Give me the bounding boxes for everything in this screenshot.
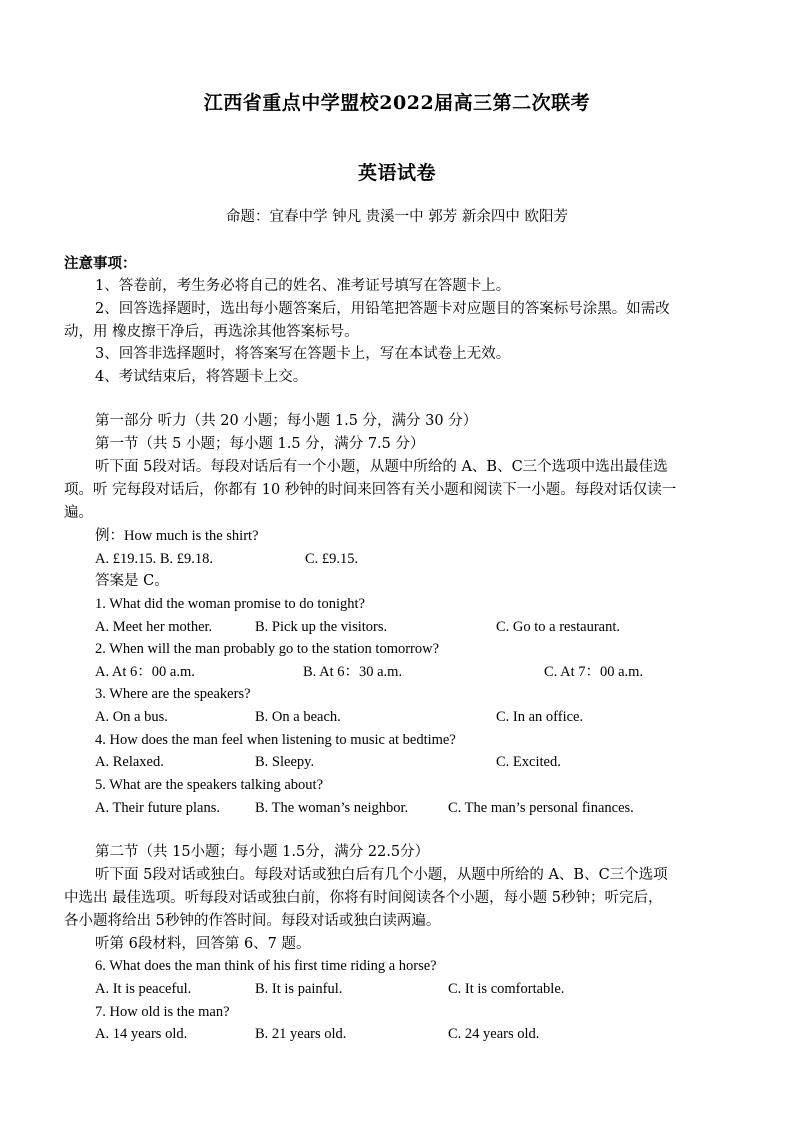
section2-instruction: 各小题将给出 5秒钟的作答时间。每段对话或独白读两遍。 bbox=[64, 913, 441, 929]
q6-option-c: C. It is comfortable. bbox=[448, 981, 565, 997]
notice-item: 动，用 橡皮擦干净后，再选涂其他答案标号。 bbox=[64, 324, 359, 340]
q1-option-b: B. Pick up the visitors. bbox=[255, 619, 388, 635]
section1-instruction: 遍。 bbox=[64, 505, 93, 521]
section2-instruction: 中选出 最佳选项。听每段对话或独白前，你将有时间阅读各个小题，每小题 5秒钟；听完后， bbox=[64, 890, 663, 906]
question-3: 3. Where are the speakers? bbox=[95, 686, 251, 702]
q7-option-b: B. 21 years old. bbox=[255, 1026, 347, 1042]
q5-option-a: A. Their future plans. bbox=[95, 800, 220, 816]
question-7: 7. How old is the man? bbox=[95, 1004, 230, 1020]
q4-option-b: B. Sleepy. bbox=[255, 754, 315, 770]
section2-header: 第二节（共 15小题；每小题 1.5分，满分 22.5分） bbox=[95, 844, 430, 860]
example-answer: 答案是 C。 bbox=[95, 573, 169, 589]
question-2: 2. When will the man probably go to the station tomorrow? bbox=[95, 641, 440, 657]
example-option-c: C. £9.15. bbox=[305, 551, 359, 567]
q5-option-c: C. The man’s personal finances. bbox=[448, 800, 634, 816]
q2-option-b: B. At 6：30 a.m. bbox=[303, 664, 403, 680]
q4-option-a: A. Relaxed. bbox=[95, 754, 164, 770]
q6-option-a: A. It is peaceful. bbox=[95, 981, 192, 997]
section2-material: 听第 6段材料，回答第 6、7 题。 bbox=[95, 936, 311, 952]
question-4: 4. How does the man feel when listening to music at bedtime? bbox=[95, 732, 456, 748]
section2-instruction: 听下面 5段对话或独白。每段对话或独白后有几个小题，从题中所给的 A、B、C三个选项 bbox=[95, 867, 668, 883]
notice-item: 1、答卷前，考生务必将自己的姓名、准考证号填写在答题卡上。 bbox=[95, 278, 511, 294]
q3-option-a: A. On a bus. bbox=[95, 709, 168, 725]
q6-option-b: B. It is painful. bbox=[255, 981, 343, 997]
q7-option-c: C. 24 years old. bbox=[448, 1026, 540, 1042]
q5-option-b: B. The woman’s neighbor. bbox=[255, 800, 409, 816]
notice-item: 3、回答非选择题时，将答案写在答题卡上，写在本试卷上无效。 bbox=[95, 346, 511, 362]
notice-item: 4、考试结束后，将答题卡上交。 bbox=[95, 369, 308, 385]
section1-instruction: 项。听 完每段对话后，你都有 10 秒钟的时间来回答有关小题和阅读下一小题。每段对话仅读一 bbox=[64, 482, 677, 498]
example-option-ab: A. £19.15. B. £9.18. bbox=[95, 551, 214, 567]
question-6: 6. What does the man think of his first time riding a horse? bbox=[95, 958, 437, 974]
q2-option-c: C. At 7：00 a.m. bbox=[544, 664, 644, 680]
q3-option-b: B. On a beach. bbox=[255, 709, 341, 725]
example-question: 例：How much is the shirt? bbox=[95, 528, 259, 544]
section1-header: 第一节（共 5 小题；每小题 1.5 分，满分 7.5 分） bbox=[95, 436, 425, 452]
q2-option-a: A. At 6：00 a.m. bbox=[95, 664, 195, 680]
question-5: 5. What are the speakers talking about? bbox=[95, 777, 324, 793]
q3-option-c: C. In an office. bbox=[496, 709, 584, 725]
question-1: 1. What did the woman promise to do tonight? bbox=[95, 596, 365, 612]
part1-header: 第一部分 听力（共 20 小题；每小题 1.5 分，满分 30 分） bbox=[95, 413, 478, 429]
q1-option-a: A. Meet her mother. bbox=[95, 619, 213, 635]
authors-line: 命题：宜春中学 钟凡 贵溪一中 郭芳 新余四中 欧阳芳 bbox=[225, 209, 569, 225]
notice-heading: 注意事项： bbox=[64, 255, 137, 272]
q4-option-c: C. Excited. bbox=[496, 754, 561, 770]
section1-instruction: 听下面 5段对话。每段对话后有一个小题，从题中所给的 A、B、C三个选项中选出最佳选 bbox=[95, 459, 668, 475]
notice-item: 2、回答选择题时，选出每小题答案后，用铅笔把答题卡对应题目的答案标号涂黑。如需改 bbox=[95, 301, 670, 317]
exam-title: 江西省重点中学盟校2022届高三第二次联考 bbox=[203, 92, 591, 114]
exam-subtitle: 英语试卷 bbox=[357, 162, 436, 184]
q7-option-a: A. 14 years old. bbox=[95, 1026, 188, 1042]
q1-option-c: C. Go to a restaurant. bbox=[496, 619, 621, 635]
